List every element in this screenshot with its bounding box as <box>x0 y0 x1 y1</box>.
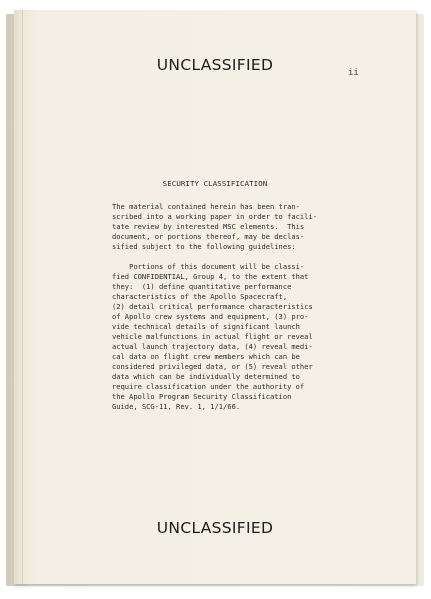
guidelines-paragraph-line: characteristics of the Apollo Spacecraft, <box>112 292 288 301</box>
guidelines-paragraph-line: actual launch trajectory data, (4) reveal medi- <box>112 342 313 351</box>
document-page <box>14 10 416 584</box>
guidelines-paragraph-line: the Apollo Program Security Classification <box>112 392 292 401</box>
guidelines-paragraph-line: fied CONFIDENTIAL, Group 4, to the extent that <box>112 272 309 281</box>
intro-paragraph-line: sified subject to the following guidelines: <box>112 242 296 251</box>
guidelines-paragraph-line: they: (1) define quantitative performance <box>112 282 292 291</box>
guidelines-paragraph-line: (2) detail critical performance characteristics <box>112 302 313 311</box>
bottom-classification-marking: UNCLASSIFIED <box>156 519 274 537</box>
guidelines-paragraph-line: Guide, SCG-11, Rev. 1, 1/1/66. <box>112 402 241 411</box>
guidelines-paragraph-line: require classification under the authority of <box>112 382 305 391</box>
top-classification-marking: UNCLASSIFIED <box>156 56 274 74</box>
section-heading: SECURITY CLASSIFICATION <box>162 179 268 188</box>
guidelines-paragraph-line: vehicle malfunctions in actual flight or reveal <box>112 332 313 341</box>
guidelines-paragraph-line: vide technical details of significant launch <box>112 322 300 331</box>
guidelines-paragraph-line: cal data on flight crew members which can be <box>112 352 300 361</box>
guidelines-paragraph-line: of Apollo crew systems and equipment, (3) pro- <box>112 312 309 321</box>
guidelines-paragraph <box>112 262 372 412</box>
intro-paragraph-line: The material contained herein has been tran- <box>112 202 300 211</box>
intro-paragraph-line: tate review by interested MSC elements. This <box>112 222 305 231</box>
intro-paragraph <box>112 202 372 252</box>
intro-paragraph-line: document, or portions thereof, may be declas- <box>112 232 305 241</box>
guidelines-paragraph-line: considered privileged data, or (5) reveal other <box>112 362 313 371</box>
binding-edge <box>22 10 23 584</box>
page-number: ii <box>348 68 359 78</box>
guidelines-paragraph-line: data which can be individually determined to <box>112 372 300 381</box>
guidelines-paragraph-line: Portions of this document will be classi- <box>112 262 305 271</box>
intro-paragraph-line: scribed into a working paper in order to facili- <box>112 212 317 221</box>
